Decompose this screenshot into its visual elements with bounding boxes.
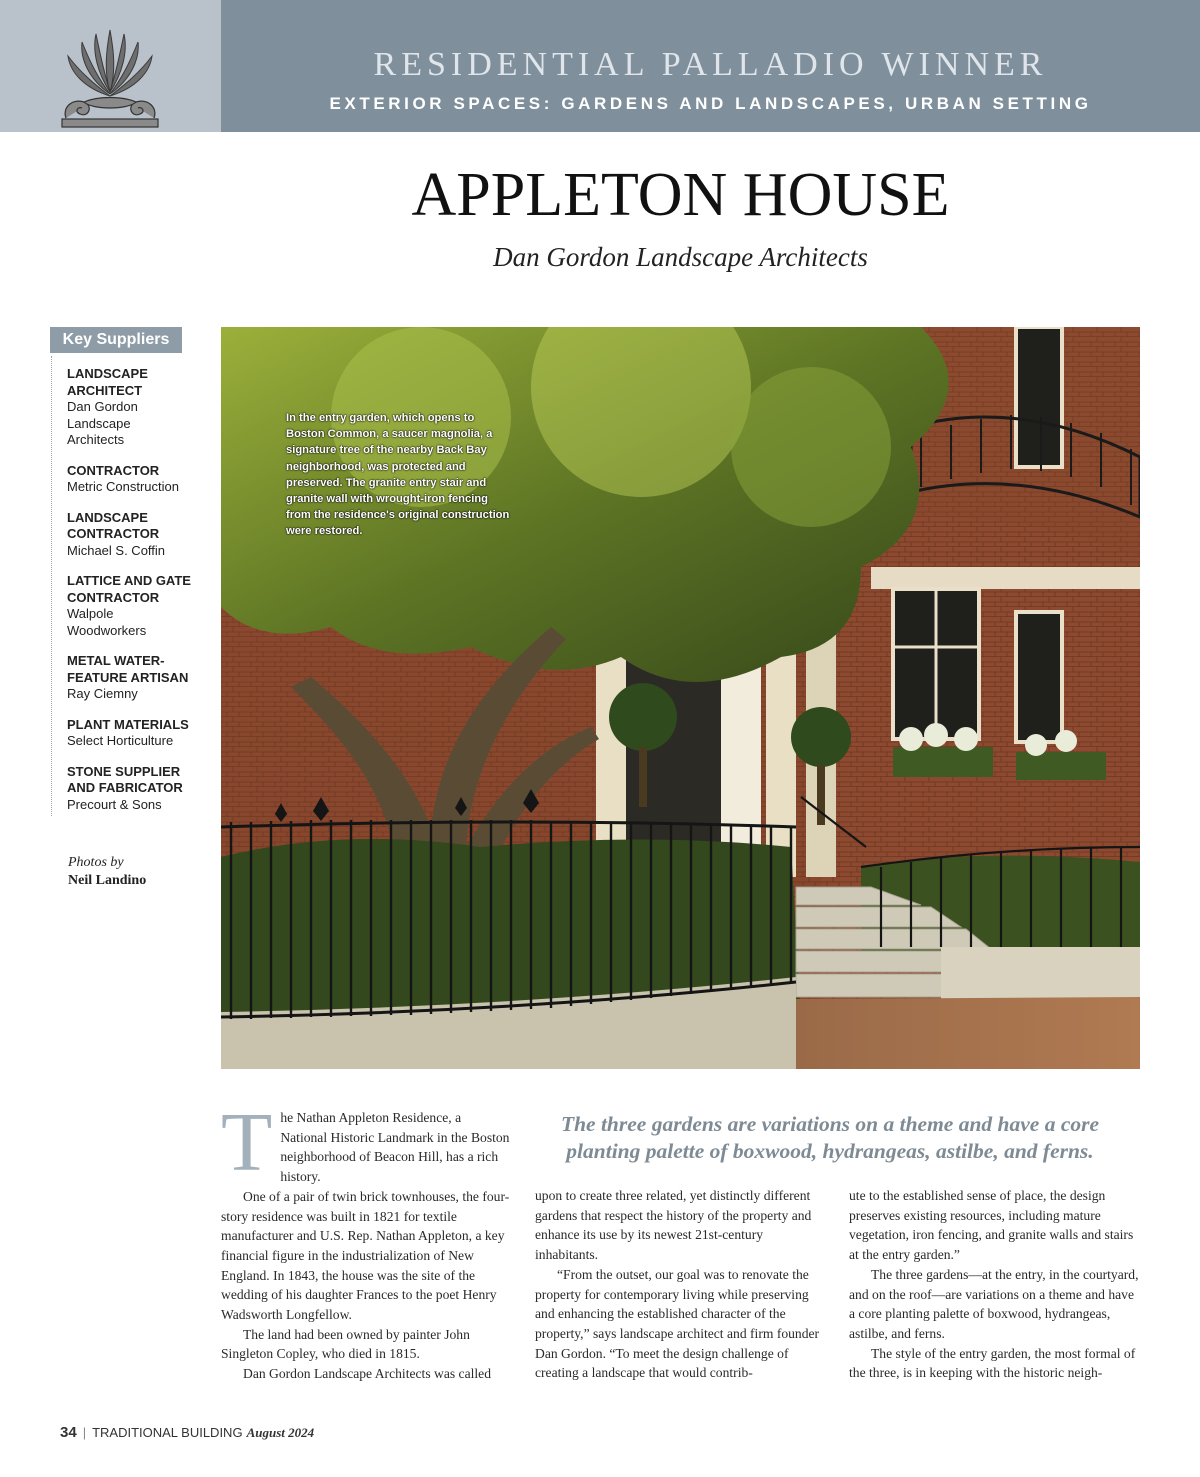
body-paragraph: Dan Gordon Landscape Architects was called [243,1366,491,1382]
supplier-name: Michael S. Coffin [67,542,166,558]
supplier-role: METAL WATER-FEATURE ARTISAN [67,653,189,685]
sidebar-divider [51,356,52,816]
supplier-role: LANDSCAPE ARCHITECT [67,366,148,398]
article-title: APPLETON HOUSE [411,161,950,229]
body-paragraph: “From the outset, our goal was to renovate the property for contemporary living while preserving and enhancing the established character of the property,” says landscape architect and firm founder Dan Gordon. “To meet the design challenge of creating a landscape that would contrib- [535,1266,820,1381]
body-paragraph: The style of the entry garden, the most formal of the three, is in keeping with the historic neigh- [849,1345,1136,1381]
drop-cap: T [221,1096,273,1189]
supplier-item [67,573,207,639]
supplier-item [67,764,207,814]
photo-credit [68,854,208,890]
supplier-role: LATTICE AND GATE CONTRACTOR [67,573,191,605]
anthemion-ornament-icon [58,22,162,130]
supplier-name: Ray Ciemny [67,686,138,701]
body-column-3 [849,1186,1141,1383]
page-number: 34 [60,1424,77,1441]
supplier-role: CONTRACTOR [67,462,160,478]
supplier-name: Select Horticulture [67,733,174,748]
body-paragraph: The land had been owned by painter John Singleton Copley, who died in 1815. [221,1326,470,1362]
supplier-item [67,463,207,496]
photo-caption: In the entry garden, which opens to Boston Common, a saucer magnolia, a signature tree of the nearby Back Bay neighborhood, was protected and preserved. The granite entry stair and granite wall with wrought-iron fencing from the residence's original construction were restored. [286,412,510,538]
body-paragraph: upon to create three related, yet distinctly different gardens that respect the history of the property and enhance its use by its newest 21st-century inhabitants. [535,1188,812,1263]
pull-quote: The three gardens are variations on a theme and have a core planting palette of boxwood, hydrangeas, astilbe, and ferns. [560,1112,1100,1163]
supplier-item [67,510,207,560]
award-category: EXTERIOR SPACES: GARDENS AND LANDSCAPES, URBAN SETTING [329,94,1092,113]
supplier-role: PLANT MATERIALS [67,716,189,732]
supplier-name: Walpole Woodworkers [67,606,147,638]
publication-name: TRADITIONAL BUILDING [92,1425,243,1440]
supplier-item [67,366,207,449]
photographer-name: Neil Landino [68,873,147,888]
key-suppliers-list [67,366,207,827]
supplier-role: LANDSCAPE CONTRACTOR [67,509,160,541]
supplier-name: Metric Construction [67,479,179,494]
key-suppliers-heading: Key Suppliers [50,327,182,353]
body-column-1 [221,1096,511,1384]
supplier-name: Precourt & Sons [67,796,162,812]
page-footer [60,1424,314,1442]
banner-emblem-panel [0,0,221,132]
supplier-role: STONE SUPPLIER AND FABRICATOR [67,763,183,795]
supplier-name: Dan Gordon Landscape Architects [67,399,138,447]
article-subtitle: Dan Gordon Landscape Architects [493,242,868,272]
award-heading: RESIDENTIAL PALLADIO WINNER [373,46,1048,83]
issue-date: August 2024 [246,1425,315,1440]
body-paragraph: One of a pair of twin brick townhouses, the four-story residence was built in 1821 for textile manufacturer and U.S. Rep. Nathan Appleton, a key financial figure in the industrialization of New England. In 1843, the house was the site of the wedding of his daughter Frances to the poet Henry Wadsworth Longfellow. [221,1188,510,1323]
body-paragraph: he Nathan Appleton Residence, a National Historic Landmark in the Boston neighborhood of Beacon Hill, has a rich history. [280,1110,510,1185]
body-column-2 [535,1186,827,1383]
photo-credit-label: Photos by [68,855,124,870]
body-paragraph: ute to the established sense of place, the design preserves existing resources, including mature vegetation, iron fencing, and granite walls and stairs at the entry garden.” [849,1188,1134,1263]
body-paragraph: The three gardens—at the entry, in the courtyard, and on the roof—are variations on a theme and have a core planting palette of boxwood, hydrangeas, astilbe, and ferns. [849,1266,1139,1341]
supplier-item [67,717,207,750]
footer-separator: | [82,1425,87,1440]
supplier-item [67,653,207,703]
